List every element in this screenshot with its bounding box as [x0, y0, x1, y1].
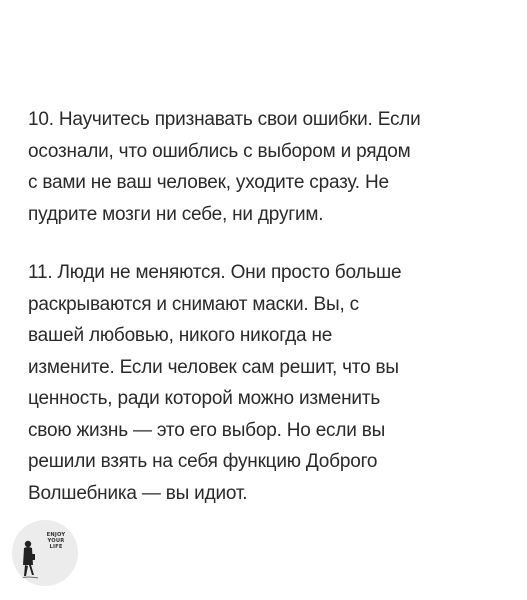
paragraph-10: 10. Научитесь признавать свои ошибки. Если осознали, что ошиблись с выбором и рядом с вами не ваш человек, уходите сразу. Не пудрите мозги ни себе, ни другим.: [28, 109, 421, 225]
article-body: [28, 104, 506, 509]
paragraph-11: 11. Люди не меняются. Они просто больше раскрываются и снимают маски. Вы, с вашей любовью, никого никогда не измените. Если человек сам решит, что вы ценность, ради которой можно изменить свою жизнь — это его выбор. Но если вы решили взять на себя функцию Доброго Волшебника — вы идиот.: [28, 262, 402, 504]
logo-text-line3: LIFE: [49, 544, 63, 550]
logo-text-line1: ENJOY: [46, 532, 66, 538]
enjoy-your-life-logo: [12, 520, 78, 586]
logo-text-line2: YOUR: [47, 538, 65, 544]
person-walking-icon: [12, 520, 78, 586]
